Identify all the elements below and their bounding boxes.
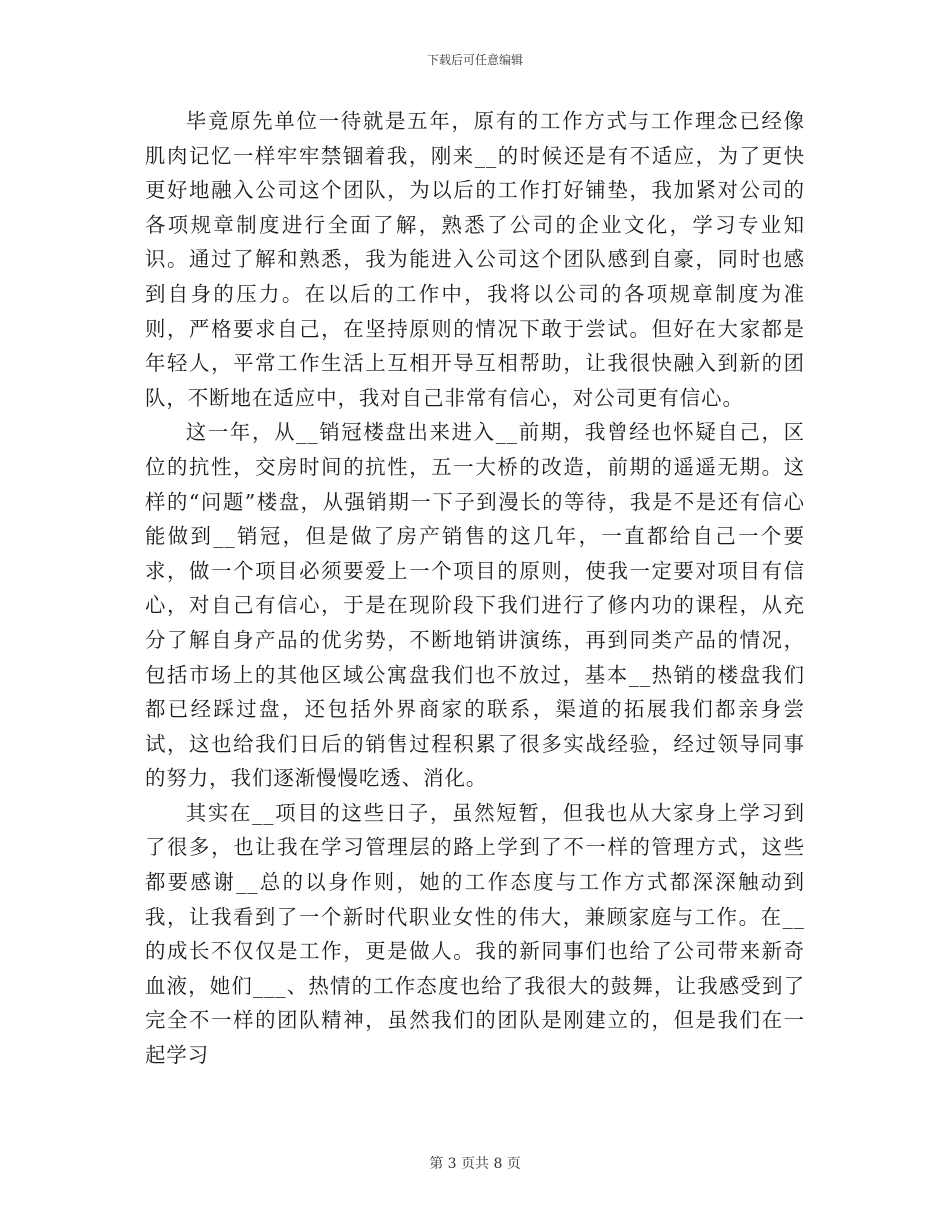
paragraph-2: 这一年，从__销冠楼盘出来进入__前期，我曾经也怀疑自己，区位的抗性，交房时间的抗性，五一大桥的改造，前期的遥遥无期。这样的“问题”楼盘，从强销期一下子到漫长的等待，我是不是还有信心能做到__销冠，但是做了房产销售的这几年，一直都给自己一个要求，做一个项目必须要爱上一个项目的原则，使我一定要对项目有信心，对自己有信心，于是在现阶段下我们进行了修内功的课程，从充分了解自身产品的优劣势，不断地销讲演练，再到同类产品的情况，包括市场上的其他区域公寓盘我们也不放过，基本__热销的楼盘我们都已经踩过盘，还包括外界商家的联系，渠道的拓展我们都亲身尝试，这也给我们日后的销售过程积累了很多实战经验，经过领导同事的努力，我们逐渐慢慢吃透、消化。 xyxy=(145,420,805,791)
paragraph-1: 毕竟原先单位一待就是五年，原有的工作方式与工作理念已经像肌肉记忆一样牢牢禁锢着我，刚来__的时候还是有不适应，为了更快更好地融入公司这个团队，为以后的工作打好铺垫，我加紧对公司的各项规章制度进行全面了解，熟悉了公司的企业文化，学习专业知识。通过了解和熟悉，我为能进入公司这个团队感到自豪，同时也感到自身的压力。在以后的工作中，我将以公司的各项规章制度为准则，严格要求自己，在坚持原则的情况下敢于尝试。但好在大家都是年轻人，平常工作生活上互相开导互相帮助，让我很快融入到新的团队，不断地在适应中，我对自己非常有信心，对公司更有信心。 xyxy=(145,109,805,410)
page-footer: 第 3 页共 8 页 xyxy=(429,1156,521,1172)
document-body xyxy=(145,104,805,1073)
paragraph-3: 其实在__项目的这些日子，虽然短暂，但我也从大家身上学习到了很多，也让我在学习管理层的路上学到了不一样的管理方式，这些都要感谢__总的以身作则，她的工作态度与工作方式都深深触动到我，让我看到了一个新时代职业女性的伟大，兼顾家庭与工作。在__的成长不仅仅是工作，更是做人。我的新同事们也给了公司带来新奇血液，她们___、热情的工作态度也给了我很大的鼓舞，让我感受到了完全不一样的团队精神，虽然我们的团队是刚建立的，但是我们在一起学习 xyxy=(145,800,805,1068)
page-header: 下载后可任意编辑 xyxy=(426,53,523,67)
